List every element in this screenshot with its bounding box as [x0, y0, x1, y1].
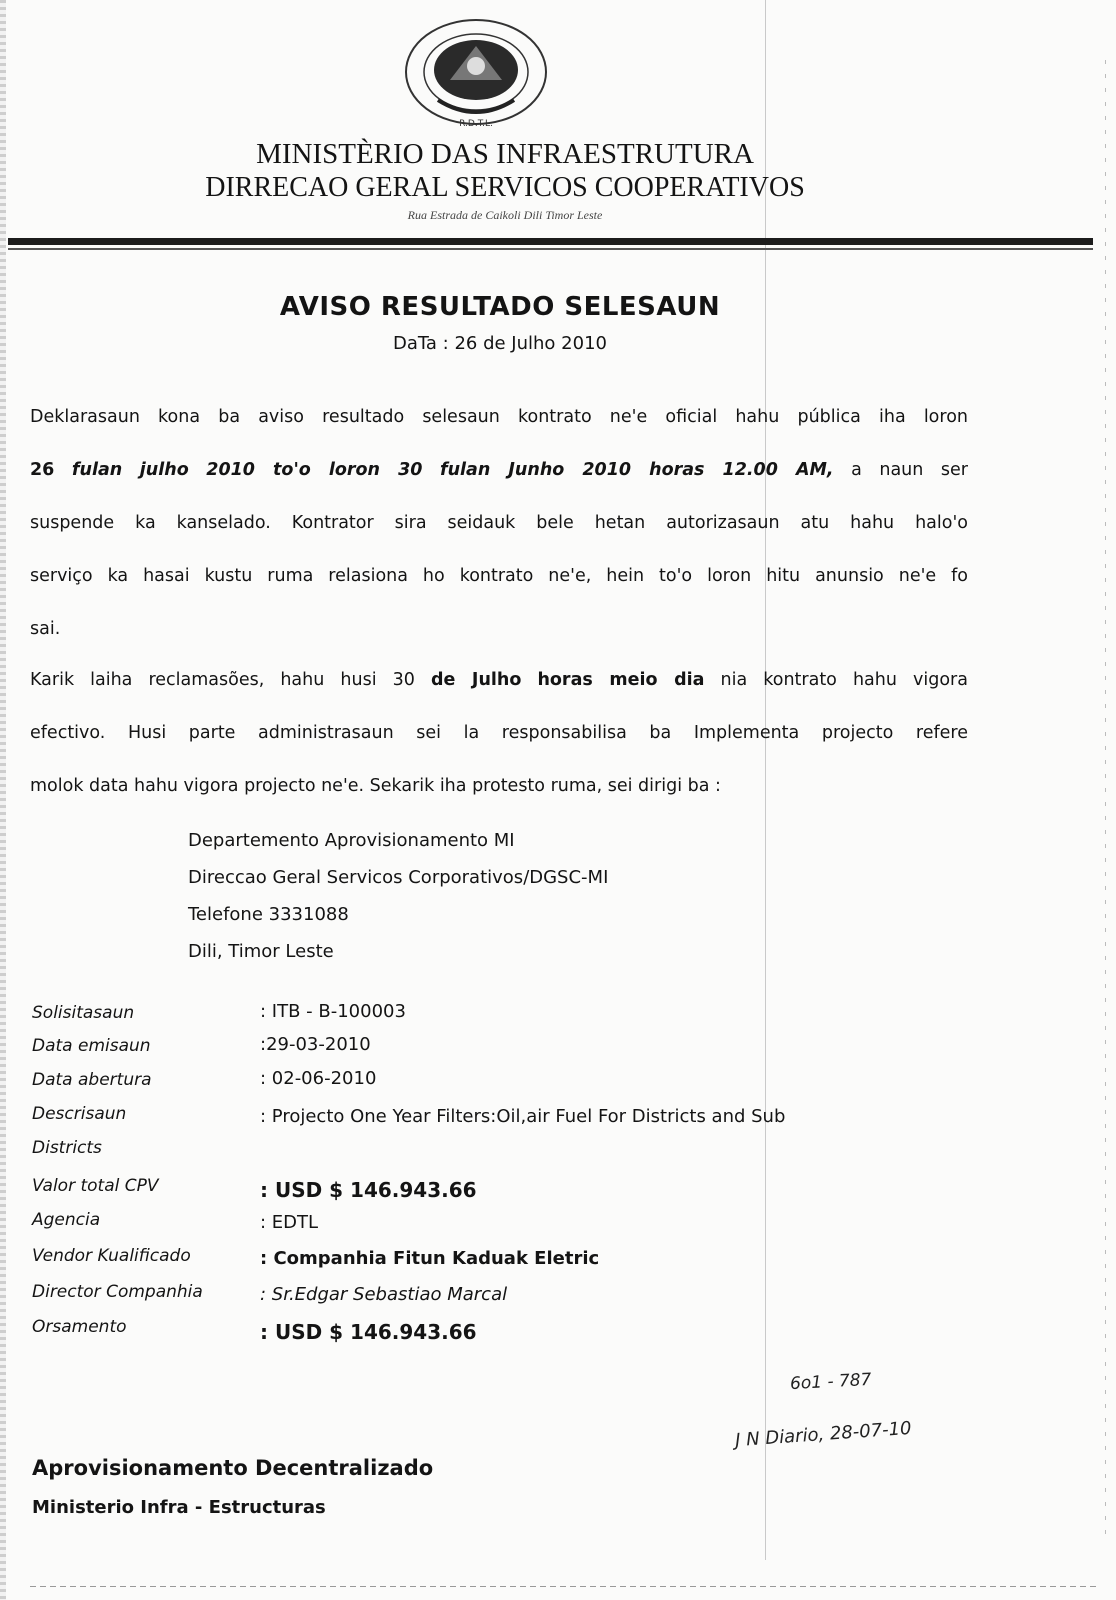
month-word: julho [139, 460, 189, 480]
orsamento-label: Orsamento [32, 1317, 127, 1337]
handwritten-signature: J N Diario, 28-07-10 [734, 1417, 913, 1452]
day-number: 26 [30, 460, 55, 480]
director-value: : Sr.Edgar Sebastiao Marcal [260, 1284, 508, 1305]
data-emisaun-value: :29-03-2010 [260, 1034, 371, 1055]
director-label: Director Companhia [32, 1282, 203, 1302]
notice-date: DaTa : 26 de Julho 2010 [393, 333, 607, 354]
svg-text:R.D.T.L.: R.D.T.L. [459, 119, 493, 129]
scan-edge [0, 0, 6, 1600]
solisitasaun-value: : ITB - B-100003 [260, 1001, 406, 1022]
agencia-label: Agencia [32, 1210, 101, 1230]
national-seal-icon [398, 12, 554, 130]
address-line: Direccao Geral Servicos Corporativos/DGSC-MI [188, 867, 609, 888]
ministry-address: Rua Estrada de Caikoli Dili Timor Leste [407, 208, 603, 222]
fulan-word: fulan [71, 460, 123, 480]
agencia-value: : EDTL [260, 1212, 319, 1233]
paragraph-line [30, 444, 968, 497]
handwritten-ref: 6o1 - 787 [789, 1369, 872, 1395]
deadline: fulan Junho 2010 horas 12.00 AM, [439, 460, 834, 480]
footer-department: Aprovisionamento Decentralizado [32, 1456, 434, 1480]
address-line: Departemento Aprovisionamento MI [188, 830, 515, 851]
paragraph-line: molok data hahu vigora projecto ne'e. Sekarik iha protesto ruma, sei dirigi ba : [30, 776, 721, 796]
descrisaun-value: : Projecto One Year Filters:Oil,air Fuel For Districts and Sub [260, 1106, 786, 1127]
paragraph-text: Karik laiha reclamasões, hahu husi 30 [30, 670, 415, 690]
vendor-value: : Companhia Fitun Kaduak Eletric [260, 1248, 600, 1269]
header-rule-thin [8, 248, 1093, 250]
valor-label: Valor total CPV [32, 1176, 159, 1196]
descrisaun-continuation: Districts [32, 1138, 102, 1158]
data-abertura-label: Data abertura [32, 1070, 152, 1090]
orsamento-value: : USD $ 146.943.66 [260, 1320, 477, 1344]
address-line: Telefone 3331088 [188, 904, 349, 925]
valor-value: : USD $ 146.943.66 [260, 1178, 477, 1202]
paragraph-line [30, 654, 968, 707]
paragraph-line: sai. [30, 619, 61, 639]
descrisaun-label: Descrisaun [32, 1104, 127, 1124]
paragraph-1 [30, 391, 968, 656]
address-line: Dili, Timor Leste [188, 941, 334, 962]
date-range: 2010 to'o loron 30 [206, 460, 423, 480]
vendor-label: Vendor Kualificado [32, 1246, 191, 1266]
paragraph-line: Deklarasaun kona ba aviso resultado selesaun kontrato ne'e oficial hahu pública iha loron [30, 407, 968, 427]
address-block [188, 822, 608, 970]
effective-month: de Julho [430, 670, 522, 690]
header-rule [8, 238, 1093, 245]
paragraph-2 [30, 654, 968, 813]
solisitasaun-label: Solisitasaun [32, 1003, 135, 1023]
effective-time: horas meio dia [537, 670, 705, 690]
data-emisaun-label: Data emisaun [32, 1036, 151, 1056]
ministry-name: MINISTÈRIO DAS INFRAESTRUTURA [256, 138, 754, 170]
scan-edge-right [1105, 60, 1106, 1540]
directorate-name: DIRRECAO GERAL SERVICOS COOPERATIVOS [205, 172, 805, 203]
data-abertura-value: : 02-06-2010 [260, 1068, 377, 1089]
paragraph-text: nia kontrato hahu vigora [720, 670, 968, 690]
paragraph-line: serviço ka hasai kustu ruma relasiona ho kontrato ne'e, hein to'o loron hitu anunsio ne'e fo [30, 566, 968, 586]
notice-title: AVISO RESULTADO SELESAUN [279, 292, 721, 322]
scan-edge-bottom [30, 1586, 1100, 1587]
paragraph-line: suspende ka kanselado. Kontrator sira seidauk bele hetan autorizasaun atu hahu halo'o [30, 513, 968, 533]
footer-ministry: Ministerio Infra - Estructuras [32, 1497, 326, 1518]
paragraph-text: a naun ser [851, 460, 968, 480]
paragraph-line: efectivo. Husi parte administrasaun sei la responsabilisa ba Implementa projecto refere [30, 723, 968, 743]
